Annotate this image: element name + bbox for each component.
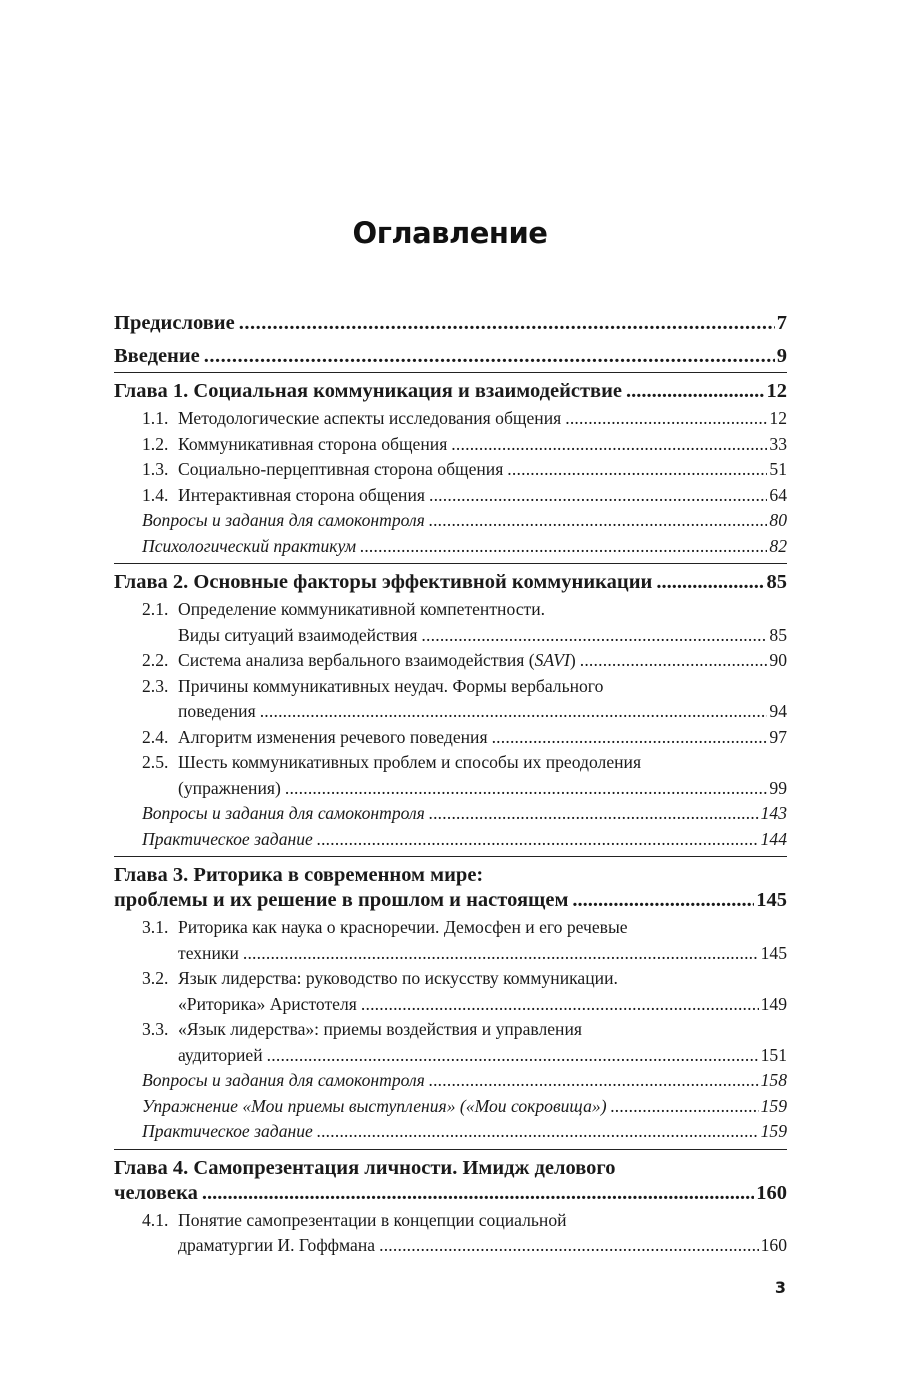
toc-section-3-3[interactable] — [114, 1017, 787, 1068]
page-ref: 143 — [760, 803, 787, 823]
chapter-title-line2: человека — [114, 1181, 198, 1204]
page-ref: 149 — [760, 993, 787, 1014]
section-title: Коммуникативная сторона общения — [178, 433, 448, 454]
toc-practice-3[interactable] — [114, 1119, 787, 1149]
dot-leader — [239, 308, 775, 339]
page-ref: 94 — [769, 701, 787, 721]
toc-section-1-1[interactable] — [114, 406, 787, 432]
section-title: Система анализа вербального взаимодействия ( — [178, 650, 535, 670]
toc-section-1-3[interactable] — [114, 457, 787, 483]
page-ref: 158 — [760, 1070, 787, 1090]
chapter-title-line1: Глава 3. Риторика в современном мире: — [114, 864, 484, 886]
toc-section-1-4[interactable] — [114, 483, 787, 509]
section-title-line2: поведения — [178, 701, 256, 721]
page-ref: 159 — [760, 1095, 787, 1116]
page-ref: 80 — [769, 510, 787, 530]
toc-chapter-3[interactable] — [114, 857, 787, 915]
page-ref: 33 — [769, 433, 787, 454]
section-number: 3.2. — [142, 968, 169, 988]
chapter-title-line2: проблемы и их решение в прошлом и настоящем — [114, 889, 569, 911]
section-title: Вопросы и задания для самоконтроля — [142, 1070, 425, 1090]
dot-leader — [360, 534, 767, 560]
page-ref: 145 — [756, 889, 787, 911]
dot-leader — [656, 570, 764, 595]
toc-questions-1[interactable] — [114, 508, 787, 534]
dot-leader — [492, 725, 768, 751]
section-number: 2.3. — [142, 675, 169, 696]
toc-section-1-2[interactable] — [114, 432, 787, 458]
toc-section-4-1[interactable] — [114, 1208, 787, 1259]
section-title: Интерактивная сторона общения — [178, 484, 425, 505]
dot-leader — [611, 1094, 759, 1120]
section-title-line2: драматургии И. Гоффмана — [178, 1235, 376, 1255]
dot-leader — [507, 457, 767, 483]
page-ref: 97 — [769, 726, 787, 747]
section-title-line1: Язык лидерства: руководство по искусству коммуникации. — [178, 968, 618, 988]
toc-exercise-3[interactable] — [114, 1094, 787, 1120]
toc-section-3-2[interactable] — [114, 966, 787, 1017]
section-title-line1: Причины коммуникативных неудач. Формы вербального — [178, 675, 604, 696]
page-ref: 160 — [760, 1235, 787, 1255]
page-ref: 90 — [769, 650, 787, 670]
dot-leader — [204, 341, 775, 372]
toc-questions-2[interactable] — [114, 801, 787, 827]
dot-leader — [243, 941, 759, 967]
section-title-abbr: SAVI — [534, 650, 570, 670]
dot-leader — [260, 699, 768, 725]
dot-leader — [565, 406, 767, 432]
entry-title: Предисловие — [114, 312, 235, 334]
page-ref: 51 — [769, 459, 787, 479]
dot-leader — [202, 1181, 754, 1206]
chapter-title-line1: Глава 4. Самопрезентация личности. Имидж делового — [114, 1156, 616, 1179]
section-title-line2: «Риторика» Аристотеля — [178, 993, 357, 1014]
toc-section-2-3[interactable] — [114, 674, 787, 725]
chapter-title: Глава 2. Основные факторы эффективной коммуникации — [114, 571, 653, 593]
toc-section-3-1[interactable] — [114, 915, 787, 966]
page-ref: 160 — [756, 1181, 787, 1204]
toc-section-2-4[interactable] — [114, 725, 787, 751]
page-ref: 151 — [760, 1044, 787, 1065]
section-title: Социально-перцептивная сторона общения — [178, 459, 504, 479]
section-number: 3.3. — [142, 1019, 169, 1039]
section-title: Упражнение «Мои приемы выступления» («Мои сокровища») — [142, 1095, 607, 1116]
section-number: 2.4. — [142, 726, 169, 747]
page-ref: 85 — [769, 624, 787, 645]
page-ref: 12 — [769, 408, 787, 428]
section-title: Алгоритм изменения речевого поведения — [178, 726, 488, 747]
page-number: 3 — [774, 1278, 786, 1297]
page-ref: 64 — [769, 484, 787, 505]
section-number: 1.3. — [142, 459, 169, 479]
page-ref: 159 — [760, 1121, 787, 1141]
toc-section-2-2[interactable] — [114, 648, 787, 674]
page-ref: 145 — [760, 942, 787, 963]
chapter-title: Глава 1. Социальная коммуникация и взаимодействие — [114, 380, 623, 402]
page-ref: 85 — [766, 571, 787, 593]
dot-leader — [317, 1119, 759, 1145]
section-number: 2.5. — [142, 752, 169, 772]
page-ref: 7 — [776, 312, 787, 334]
section-title-line2: (упражнения) — [178, 777, 281, 798]
section-title: Методологические аспекты исследования общения — [178, 408, 562, 428]
section-number: 1.1. — [142, 408, 169, 428]
dot-leader — [267, 1043, 759, 1069]
section-title: Практическое задание — [142, 1121, 313, 1141]
section-title: Вопросы и задания для самоконтроля — [142, 510, 425, 530]
dot-leader — [572, 888, 754, 913]
page-ref: 99 — [769, 777, 787, 798]
dot-leader — [429, 508, 768, 534]
section-title: Вопросы и задания для самоконтроля — [142, 803, 425, 823]
dot-leader — [429, 483, 767, 509]
toc-chapter-1[interactable] — [114, 373, 787, 406]
toc-practicum-1[interactable] — [114, 534, 787, 564]
section-number: 2.1. — [142, 599, 169, 619]
section-title-line1: Определение коммуникативной компетентности. — [178, 599, 546, 619]
section-number: 1.2. — [142, 433, 169, 454]
entry-title: Введение — [114, 345, 200, 367]
page-ref: 144 — [760, 828, 787, 849]
toc-entry-intro[interactable] — [114, 339, 787, 372]
section-title: Практическое задание — [142, 828, 313, 849]
toc-questions-3[interactable] — [114, 1068, 787, 1094]
toc-section-2-5[interactable] — [114, 750, 787, 801]
dot-leader — [317, 827, 759, 853]
toc-practice-2[interactable] — [114, 827, 787, 857]
dot-leader — [429, 801, 759, 827]
dot-leader — [626, 379, 764, 404]
page-ref: 82 — [769, 535, 787, 556]
section-title-line1: «Язык лидерства»: приемы воздействия и управления — [178, 1019, 582, 1039]
section-title-line1: Понятие самопрезентации в концепции социальной — [178, 1209, 567, 1230]
section-number: 4.1. — [142, 1209, 169, 1230]
page-ref: 12 — [766, 380, 787, 402]
section-title-line1: Риторика как наука о красноречии. Демосфен и его речевые — [178, 917, 628, 937]
section-title-line2: техники — [178, 942, 239, 963]
section-title-line1: Шесть коммуникативных проблем и способы их преодоления — [178, 752, 642, 772]
table-of-contents — [114, 306, 787, 1259]
section-number: 3.1. — [142, 917, 169, 937]
toc-section-2-1[interactable] — [114, 597, 787, 648]
section-title-line2: Виды ситуаций взаимодействия — [178, 624, 418, 645]
toc-chapter-4[interactable] — [114, 1150, 787, 1208]
toc-entry-preface[interactable] — [114, 306, 787, 339]
section-title: Психологический практикум — [142, 535, 357, 556]
section-number: 2.2. — [142, 650, 169, 670]
dot-leader — [580, 648, 768, 674]
page-title: Оглавление — [352, 216, 548, 250]
dot-leader — [379, 1233, 759, 1259]
dot-leader — [421, 623, 767, 649]
dot-leader — [285, 776, 768, 802]
section-number: 1.4. — [142, 484, 169, 505]
section-title-end: ) — [569, 650, 576, 670]
section-title-line2: аудиторией — [178, 1044, 263, 1065]
dot-leader — [361, 992, 759, 1018]
dot-leader — [451, 432, 767, 458]
toc-chapter-2[interactable] — [114, 564, 787, 597]
page-ref: 9 — [776, 345, 787, 367]
dot-leader — [429, 1068, 759, 1094]
